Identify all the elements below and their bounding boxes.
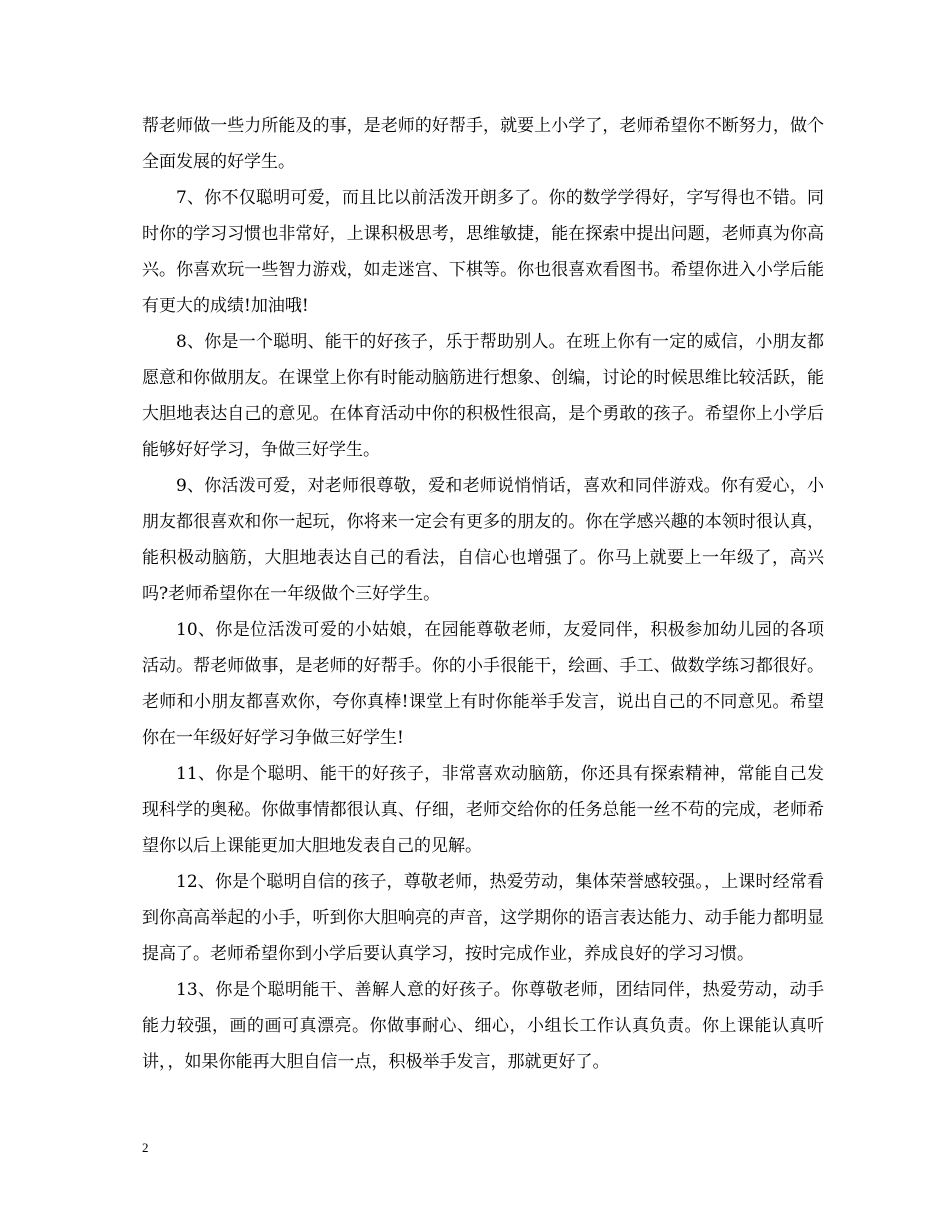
paragraph-item-8: 8、你是一个聪明、能干的好孩子，乐于帮助别人。在班上你有一定的威信，小朋友都愿意和你做朋友。在课堂上你有时能动脑筋进行想象、创编，讨论的时候思维比较活跃，能大胆地表达自己的意见。在体育活动中你的积极性很高，是个勇敢的孩子。希望你上小学后能够好好学习，争做三好学生。 <box>142 332 824 460</box>
paragraph-item-11: 11、你是个聪明、能干的好孩子，非常喜欢动脑筋，你还具有探索精神，常能自己发现科学的奥秘。你做事情都很认真、仔细，老师交给你的任务总能一丝不苟的完成，老师希望你以后上课能更加大胆地发表自己的见解。 <box>142 764 824 856</box>
paragraph-item-10: 10、你是位活泼可爱的小姑娘，在园能尊敬老师，友爱同伴，积极参加幼儿园的各项活动。帮老师做事，是老师的好帮手。你的小手很能干，绘画、手工、做数学练习都很好。老师和小朋友都喜欢你，夸你真棒!课堂上有时你能举手发言，说出自己的不同意见。希望你在一年级好好学习争做三好学生! <box>142 620 824 748</box>
page-number: 2 <box>142 1140 149 1155</box>
paragraph-item-12: 12、你是个聪明自信的孩子，尊敬老师，热爱劳动，集体荣誉感较强。，上课时经常看到你高高举起的小手，听到你大胆响亮的声音，这学期你的语言表达能力、动手能力都明显提高了。老师希望你到小学后要认真学习，按时完成作业，养成良好的学习习惯。 <box>142 872 824 964</box>
document-body <box>142 108 824 1080</box>
paragraph-continued: 帮老师做一些力所能及的事，是老师的好帮手，就要上小学了，老师希望你不断努力，做个全面发展的好学生。 <box>142 116 824 172</box>
paragraph-item-13: 13、你是个聪明能干、善解人意的好孩子。你尊敬老师，团结同伴，热爱劳动，动手能力较强，画的画可真漂亮。你做事耐心、细心，小组长工作认真负责。你上课能认真听讲，，如果你能再大胆自信一点，积极举手发言，那就更好了。 <box>142 980 824 1072</box>
paragraph-item-9: 9、你活泼可爱，对老师很尊敬，爱和老师说悄悄话，喜欢和同伴游戏。你有爱心，小朋友都很喜欢和你一起玩，你将来一定会有更多的朋友的。你在学感兴趣的本领时很认真，能积极动脑筋，大胆地表达自己的看法，自信心也增强了。你马上就要上一年级了，高兴吗?老师希望你在一年级做个三好学生。 <box>142 476 824 604</box>
paragraph-item-7: 7、你不仅聪明可爱，而且比以前活泼开朗多了。你的数学学得好，字写得也不错。同时你的学习习惯也非常好，上课积极思考，思维敏捷，能在探索中提出问题，老师真为你高兴。你喜欢玩一些智力游戏，如走迷宫、下棋等。你也很喜欢看图书。希望你进入小学后能有更大的成绩!加油哦! <box>142 188 824 316</box>
